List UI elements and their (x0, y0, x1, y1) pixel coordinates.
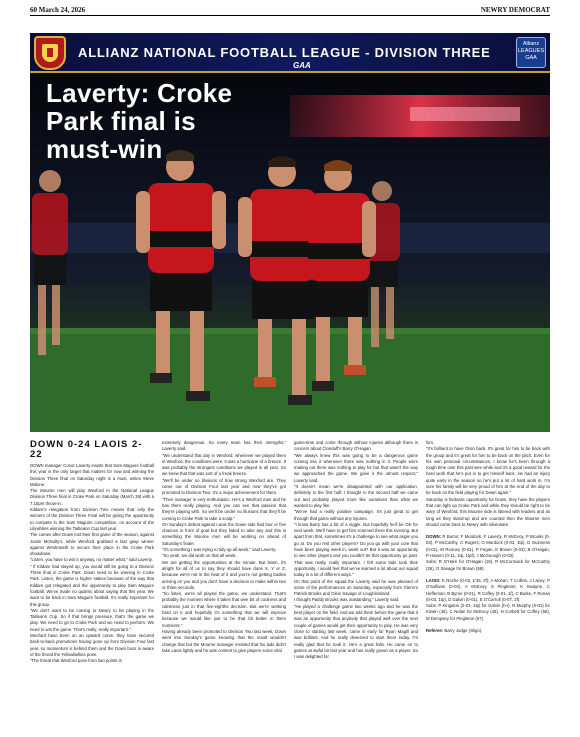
headline-line: Laverty: Croke (46, 78, 233, 108)
lineup-text: R Burns; F Murdock, F Laverty, R McEvoy, P Brooks (0-03), P McCarthy, C Rogers; O Murdock (0-03, 1tp), D Guinness (0-01), M Rooney (0-01), P Fegan, E Brown (0-03); B O'Hagan, P Havern (0-11, 1tp, 1tpf), J McGeough (0-03). (426, 534, 550, 559)
allianz-leagues-logo: Allianz LEAGUES GAA (516, 37, 546, 68)
paragraph: On Sunday's defeat against Laois the Down side had four or five chances in front of goal but they failed to take any and this is something the Mourne men will be working on ahead of Saturday's finale. (162, 521, 286, 546)
column-4 (426, 440, 550, 634)
paragraph: Having already been promoted to Division Two last week, Down went into Sunday's game knowing that the result wouldn't change that but the Mourne manager insisted that his lads didn't take Laois lightly and he was content to give players some vital (162, 628, 286, 653)
paragraph: We are getting the opportunities at the minute. But listen, it's alright for all of us to say they should have done X, Y or Z, because we're not in the heat of it and you're not getting bodies arriving on you and you don't have a decision to make within two or three seconds. (162, 559, 286, 590)
newspaper-name: NEWRY DEMOCRAT (480, 6, 550, 14)
paragraph: "We understand that day in Wexford, whenever we played them in Wexford, the conditions were, it was a hurricane of a breeze. It was probably the strongest conditions we played in all year. So we knew that that was sort of a freak breeze. (162, 452, 286, 477)
paragraph: "I know Barry has a bit of a niggle. But hopefully he'll be OK for next week. We'll have to get him scanned there this evening. But apart from that, sometimes it's a challenge to see what angle you go at. Do you rest other players? Do you go with your core that have been playing week in, week out? But it was an opportunity to see other players and you couldn't let that opportunity go past. That was really, really important. I felt some lads took their opportunity. I would feel that we've learned a lot about our squad today in a lot of different ways." (294, 521, 418, 578)
paragraph: " If Kildare had stayed up, you would still be going to a Division Three final in Croke Park. Down need to be winning in Croke Park. Listen, the game is higher stakes because of the way that Kildare got relegated and the opportunity to play Sam Maguire football. We've made no qualms about saying that this year. We want to be back in Sam Maguire football. It's really important for this group. (30, 563, 154, 607)
paragraph: The Mourne men will play Wexford in the National League Division Three final in Croke Park on Saturday (March 28) with a 7.15pm throw-in. (30, 488, 154, 506)
running-header (30, 6, 550, 16)
paragraph: DOWN manager Conor Laverty insists that Sam Maguire football this year is the only target that matters for now and winning the Division Three final on Saturday night is a must, writes Steve Malone. (30, 463, 154, 487)
competition-banner (30, 33, 550, 73)
score-kicker: DOWN 0-24 LAOIS 2-22 (30, 439, 143, 460)
paragraph: "It doesn't mean we're disappointed with our application, definitely in the first half. I thought in the second half we came out and probably played more like ourselves than what we wanted to play like. (294, 484, 418, 508)
paragraph: Wexford have been on an upward curve, they have secured back-to-back promotions having gone up from Division Four last year, so momentum is behind them and the Down boss is aware of the threat the Yellowbellies pose. (30, 633, 154, 657)
paragraph: Kildare's relegation from Division Two means that only the winners of the Division Three Final will be giving the opportunity to compete in the Sam Maguire competition, on account of the Lilywhites winning the Tailteann Cup last year. (30, 507, 154, 531)
paragraph: "Their manager is very enthusiastic. He's a Wexford man and he has them really playing. And you can see that passion that they're playing with. So we'll be under no illusions that they'll be coming to Croke Park to take a scalp." (162, 496, 286, 521)
paragraph: "It's brilliant to have Oisin back. It's great for him to be back with the group and it's great for him to be back on the pitch. Even for his own personal circumstances. I know he's been through a tough time over this past wee while and it's a good reward for the hard work that he's put in to get himself back. He had an injury quite early in the season so he's put a lot of hard work in. I'm sure his family will be very proud of him at the end of the day to be back on the field playing for Down again." (426, 446, 550, 496)
paragraph: extremely dangerous. So every team has their strengths," Laverty said. (162, 440, 286, 452)
paragraph: game-time and come through without injuries although there is concern about Clonduff's Barry O'Hagan. (294, 440, 418, 452)
paragraph: "He played a challenge game two weeks ago and he was the best player on the field. And we told them before the game that it was an opportunity that anybody that played well over the next couple of games would get their opportunity to play. He was very close to starting last week, came in early for Ryan Magill and was brilliant. And he really deserved to start there today. I'm really glad that he took it. He's a great fella. He came on to games at awful bit last year and has really grown as a player. So I was delighted for (294, 603, 418, 660)
lineup-text: K Roche (0-03, 1'45, 2f); A Mohan, T Collins, J Lacey; P O'Sullivan (0-02), A McEvoy, S Pingleton; K Swayne, C Heffernan; B Byrne (0-01), R Coffey (0-01, 1f), C Burke, F Ronan (0-03, 1tp), D Galvin (0-01), E O'Carroll (0-07, 2f). (426, 577, 550, 602)
team-label: DOWN: (426, 534, 442, 540)
paragraph: The comes after Down lost their first game of the season, against Justin McNulty's, while Wexford grabbed a last gasp winner against Westmeath to secure their place in the Croke Park showdown. (30, 532, 154, 557)
column-3 (294, 440, 418, 660)
paragraph: "Listen, you have to win it anyway, no matter what," said Laverty. (30, 557, 153, 563)
paragraph: "It's something I was trying to tidy up all week," said Laverty. (162, 547, 277, 553)
referee (426, 628, 550, 634)
column-2 (162, 440, 286, 654)
paragraph: him. (426, 440, 435, 445)
paragraph: "The threat that Wexford pose from two points is (30, 658, 122, 664)
banner-title: ALLIANZ NATIONAL FOOTBALL LEAGUE - DIVISION THREE (78, 45, 491, 60)
gaa-logo: GAA (293, 61, 311, 70)
subs-laois (426, 603, 550, 622)
lineup-text: Subs: R O'Hare for O'Hagan (19), R McCormack for McCarthy (36), O Savage for Brown (58). (426, 559, 550, 571)
paragraph: "We'll be under no illusions of how strong Wexford are. They came out of Division Four last year and now they've got promoted to Division Two. It's a major achievement for them. (162, 477, 286, 496)
paragraph: "So listen, we're all played the game, we understand. That's probably the moment where it takes that wee bit of coolness and calmness just in that five-eighths decision. But we're working hard on it and hopefully it's something that we will improve because we would like just to be that bit better in them moments." (162, 591, 286, 628)
headline-line: must-win (46, 134, 163, 164)
issue-date: 60 March 24, 2026 (30, 6, 86, 14)
paragraph: Saturday is fantastic opportunity for Down, they have the players that can light up Croke Park and while they should be right to be wary of Wexford, this Mourne side is littered with leaders and as long as they stand-up and are counted then the Mourne men should come back to Newry with silverware. (426, 496, 550, 527)
article-body (30, 440, 550, 730)
county-crest-icon (34, 36, 66, 70)
lineup-text: Subs: P Kingston (2-03, 1tp) for Galvin (h-t), R Murphy (0-01) for Kirwin (48), C Nolan for McEvoy (49), N Corbett for Coffey (58), M Dempsey for Pingleton (67). (426, 603, 550, 621)
paragraph: "We've had a really positive campaign. It's just great to get through that game without any injuries. (294, 509, 418, 521)
paragraph: "We don't want to be coming to Newry to be playing in the Tailteann Cup. So if that brings pressure, that's the game we play. We need to go to Croke Park and we need to perform. We need to win the game. That's really, really important." (30, 607, 154, 632)
article-headline (46, 79, 232, 163)
subs-down (426, 559, 550, 572)
referee-name: Barry Judge (Sligo). (444, 628, 483, 634)
referee-label: Referee: (426, 628, 444, 634)
headline-line: Park final is (46, 106, 196, 136)
paragraph: On that point of the squad the Laverty said he was pleased of some of the performances on Saturday, especially from Glenn's Patrick Brooks and Oisin Savage of Loughinisland. (294, 578, 418, 597)
team-label: LAOIS: (426, 577, 441, 583)
lineup-laois (426, 578, 550, 603)
lineup-down (426, 534, 550, 559)
paragraph: "So yeah, we did work on that all week. (162, 553, 237, 559)
paragraph: I thought Paddy Brooks was outstanding," Laverty said. (294, 597, 400, 603)
column-1 (30, 440, 154, 665)
paragraph: "We always knew this was going to be a dangerous game coming into it whenever there was nothing in it. People were making out there was nothing to play for but that wasn't the way we approached the game. We gave it the utmost respect," Laverty said. (294, 452, 418, 483)
